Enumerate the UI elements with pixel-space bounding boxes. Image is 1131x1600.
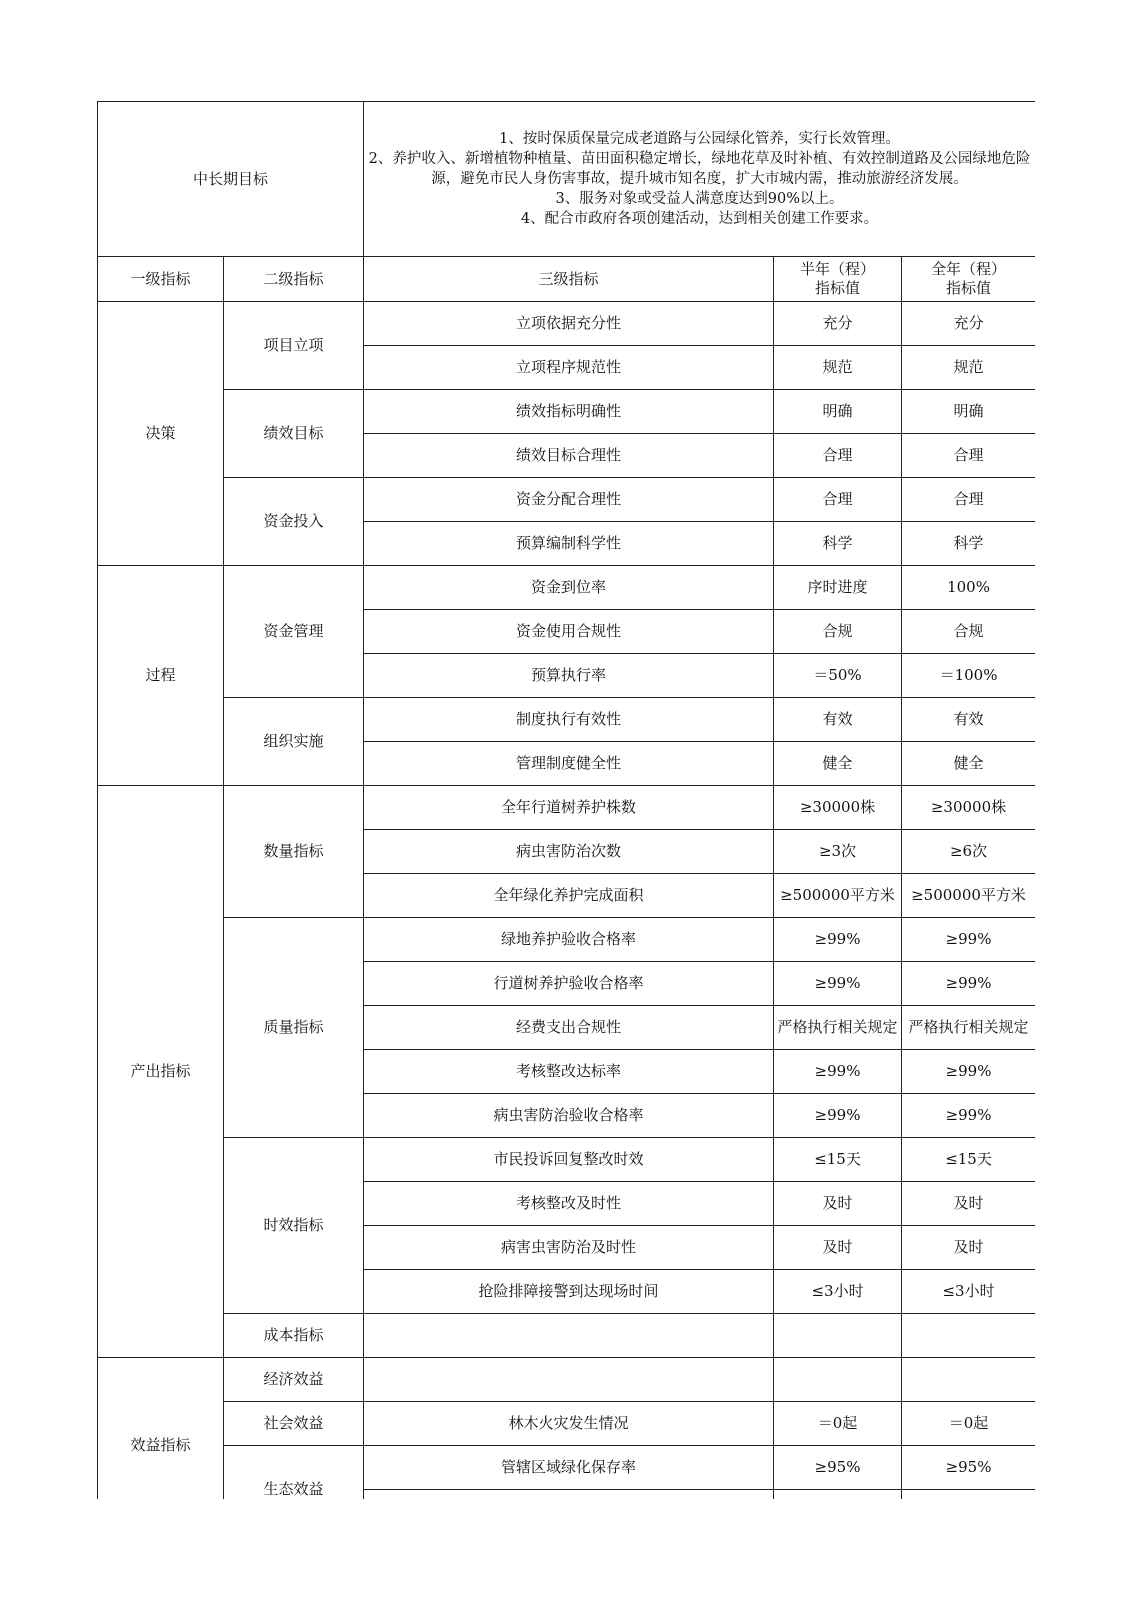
indicator-name: 立项依据充分性 — [364, 302, 774, 346]
full-year-value: ≥30000株 — [902, 786, 1035, 830]
full-year-value: 合理 — [902, 434, 1035, 478]
indicator-name: 绿地养护验收合格率 — [364, 918, 774, 962]
goal-line-1: 1、按时保质保量完成老道路与公园绿化管养，实行长效管理。 — [499, 131, 900, 147]
group-xiaoyi: 效益指标 — [98, 1358, 224, 1500]
full-year-value: ≤15天 — [902, 1138, 1035, 1182]
goal-line-3: 3、服务对象或受益人满意度达到90%以上。 — [555, 191, 844, 207]
header-full-year-line1: 全年（程） — [931, 260, 1007, 278]
table-row — [98, 478, 1036, 522]
table-row — [98, 566, 1036, 610]
goal-line-4: 4、配合市政府各项创建活动，达到相关创建工作要求。 — [520, 211, 879, 227]
table-row — [98, 1402, 1036, 1446]
full-year-value: 合规 — [902, 610, 1035, 654]
full-year-value: 科学 — [902, 522, 1035, 566]
full-year-value: ＝0起 — [902, 1402, 1035, 1446]
full-year-value: ＝100% — [902, 654, 1035, 698]
half-year-value: 明确 — [774, 390, 902, 434]
subgroup-shehui: 社会效益 — [224, 1402, 364, 1446]
half-year-value: 及时 — [774, 1182, 902, 1226]
full-year-value: 充分 — [902, 302, 1035, 346]
table-row — [98, 1358, 1036, 1402]
full-year-value: 明确 — [902, 390, 1035, 434]
goal-text — [364, 102, 1035, 257]
subgroup-xiangmu: 项目立项 — [224, 302, 364, 390]
half-year-value: 健全 — [774, 742, 902, 786]
header-level1: 一级指标 — [98, 257, 224, 302]
half-year-value: 严格执行相关规定 — [774, 1006, 902, 1050]
indicator-name: 市民投诉回复整改时效 — [364, 1138, 774, 1182]
half-year-value: 科学 — [774, 522, 902, 566]
indicator-name: 病虫害防治验收合格率 — [364, 1094, 774, 1138]
indicator-name: 行道树养护验收合格率 — [364, 962, 774, 1006]
indicator-name: 经费支出合规性 — [364, 1006, 774, 1050]
indicator-name — [364, 1314, 774, 1358]
full-year-value: 有效 — [902, 698, 1035, 742]
subgroup-jingji: 经济效益 — [224, 1358, 364, 1402]
full-year-value: 100% — [902, 566, 1035, 610]
indicator-name: 抢险排障接警到达现场时间 — [364, 1270, 774, 1314]
indicator-name: 全年绿化养护完成面积 — [364, 874, 774, 918]
full-year-value: ≥99% — [902, 962, 1035, 1006]
subgroup-zijinguanli: 资金管理 — [224, 566, 364, 698]
table-row — [98, 1446, 1036, 1490]
indicator-name — [364, 1490, 774, 1500]
full-year-value: ≤3小时 — [902, 1270, 1035, 1314]
half-year-value: ≥500000平方米 — [774, 874, 902, 918]
full-year-value: 规范 — [902, 346, 1035, 390]
half-year-value: ≤3小时 — [774, 1270, 902, 1314]
full-year-value: 及时 — [902, 1182, 1035, 1226]
full-year-value: ≥500000平方米 — [902, 874, 1035, 918]
full-year-value: ≥6次 — [902, 830, 1035, 874]
goal-line-2: 2、养护收入、新增植物种植量、苗田面积稳定增长，绿地花草及时补植、有效控制道路及公园绿地危险源，避免市民人身伤害事故，提升城市知名度，扩大市城内需，推动旅游经济发展。 — [368, 151, 1031, 187]
half-year-value: 规范 — [774, 346, 902, 390]
header-half-year — [774, 257, 902, 302]
subgroup-zijintouru: 资金投入 — [224, 478, 364, 566]
half-year-value: ＝50% — [774, 654, 902, 698]
table-row — [98, 786, 1036, 830]
half-year-value: ≤15天 — [774, 1138, 902, 1182]
goal-label: 中长期目标 — [98, 102, 364, 257]
half-year-value: ≥99% — [774, 962, 902, 1006]
indicator-table-page — [97, 101, 1035, 1499]
subgroup-shengtai: 生态效益 — [224, 1446, 364, 1500]
half-year-value: ≥99% — [774, 1050, 902, 1094]
indicator-name — [364, 1358, 774, 1402]
indicator-name: 管理制度健全性 — [364, 742, 774, 786]
half-year-value: ≥30000株 — [774, 786, 902, 830]
subgroup-chengben: 成本指标 — [224, 1314, 364, 1358]
full-year-value — [902, 1490, 1035, 1500]
half-year-value: ≥3次 — [774, 830, 902, 874]
indicator-name: 绩效目标合理性 — [364, 434, 774, 478]
full-year-value: ≥95% — [902, 1446, 1035, 1490]
indicator-name: 资金分配合理性 — [364, 478, 774, 522]
full-year-value: 严格执行相关规定 — [902, 1006, 1035, 1050]
full-year-value: ≥99% — [902, 1094, 1035, 1138]
full-year-value — [902, 1314, 1035, 1358]
full-year-value: ≥99% — [902, 918, 1035, 962]
half-year-value: ＝0起 — [774, 1402, 902, 1446]
table-row — [98, 918, 1036, 962]
indicator-name: 考核整改达标率 — [364, 1050, 774, 1094]
half-year-value: 合规 — [774, 610, 902, 654]
table-row — [98, 698, 1036, 742]
half-year-value: 序时进度 — [774, 566, 902, 610]
indicator-name: 绩效指标明确性 — [364, 390, 774, 434]
header-level3: 三级指标 — [364, 257, 774, 302]
header-level2: 二级指标 — [224, 257, 364, 302]
table-row — [98, 390, 1036, 434]
indicator-name: 病虫害防治次数 — [364, 830, 774, 874]
indicator-name: 预算编制科学性 — [364, 522, 774, 566]
half-year-value: 有效 — [774, 698, 902, 742]
subgroup-zuzhi: 组织实施 — [224, 698, 364, 786]
full-year-value: 健全 — [902, 742, 1035, 786]
header-half-year-line2: 指标值 — [815, 279, 861, 297]
table-row — [98, 1138, 1036, 1182]
indicator-name: 林木火灾发生情况 — [364, 1402, 774, 1446]
half-year-value: ≥99% — [774, 918, 902, 962]
indicator-name: 资金到位率 — [364, 566, 774, 610]
half-year-value: 合理 — [774, 434, 902, 478]
indicator-name: 管辖区域绿化保存率 — [364, 1446, 774, 1490]
subgroup-shuliang: 数量指标 — [224, 786, 364, 918]
group-guocheng: 过程 — [98, 566, 224, 786]
performance-indicator-table — [97, 101, 1035, 1499]
half-year-value: ≥99% — [774, 1094, 902, 1138]
half-year-value: 及时 — [774, 1226, 902, 1270]
half-year-value — [774, 1490, 902, 1500]
half-year-value — [774, 1314, 902, 1358]
half-year-value: 合理 — [774, 478, 902, 522]
full-year-value: 合理 — [902, 478, 1035, 522]
group-juece: 决策 — [98, 302, 224, 566]
table-row — [98, 302, 1036, 346]
subgroup-shixiao: 时效指标 — [224, 1138, 364, 1314]
subgroup-zhiliang: 质量指标 — [224, 918, 364, 1138]
full-year-value: 及时 — [902, 1226, 1035, 1270]
indicator-name: 预算执行率 — [364, 654, 774, 698]
header-row — [98, 257, 1036, 302]
indicator-name: 全年行道树养护株数 — [364, 786, 774, 830]
indicator-name: 立项程序规范性 — [364, 346, 774, 390]
subgroup-jixiao: 绩效目标 — [224, 390, 364, 478]
full-year-value — [902, 1358, 1035, 1402]
table-row — [98, 1314, 1036, 1358]
header-full-year-line2: 指标值 — [946, 279, 992, 297]
indicator-name: 制度执行有效性 — [364, 698, 774, 742]
indicator-name: 病害虫害防治及时性 — [364, 1226, 774, 1270]
half-year-value: 充分 — [774, 302, 902, 346]
goal-row — [98, 102, 1036, 257]
header-full-year — [902, 257, 1035, 302]
half-year-value — [774, 1358, 902, 1402]
indicator-name: 考核整改及时性 — [364, 1182, 774, 1226]
indicator-name: 资金使用合规性 — [364, 610, 774, 654]
group-chanchu: 产出指标 — [98, 786, 224, 1358]
header-half-year-line1: 半年（程） — [800, 260, 876, 278]
half-year-value: ≥95% — [774, 1446, 902, 1490]
full-year-value: ≥99% — [902, 1050, 1035, 1094]
